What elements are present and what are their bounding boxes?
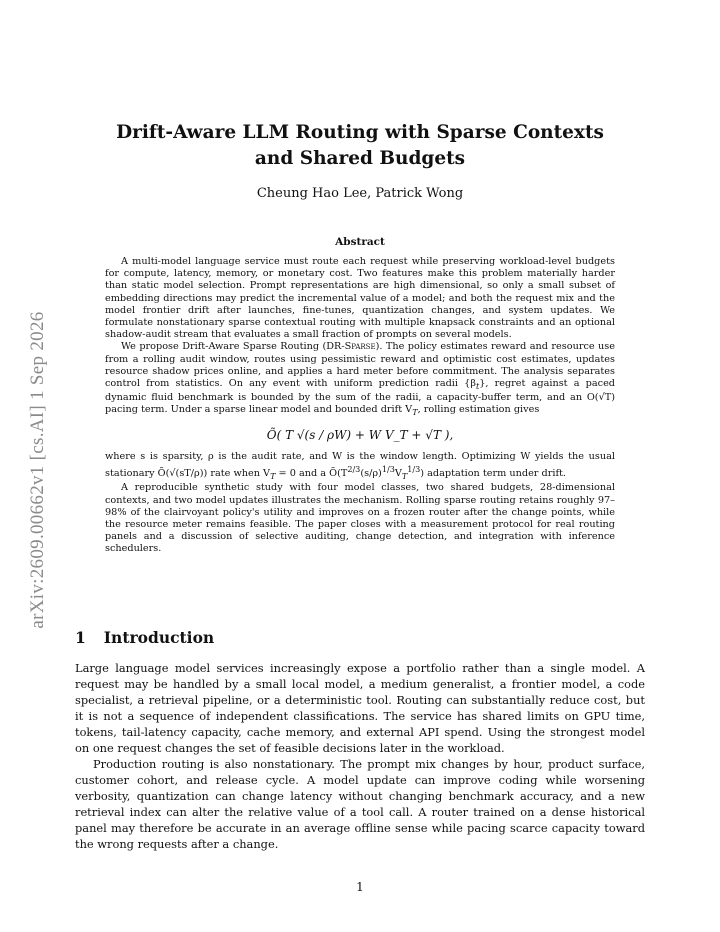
main-equation: Õ( T √(s / ρW) + W V_T + √T ), <box>266 427 454 442</box>
arxiv-sidebar <box>24 270 52 670</box>
paper-title <box>100 120 620 172</box>
introduction-paragraph-2: Production routing is also nonstationary. The prompt mix changes by hour, product surface, customer cohort, and release cycle. A model update can improve coding while worsening verbosity, quantization can change latency without changing benchmark accuracy, and a new retrieval index can alter the relative value of a tool call. A router trained on a dense historical panel may therefore be accurate in an average offline sense while pacing scarce capacity toward the wrong requests after a change. <box>75 757 645 851</box>
abstract-paragraph-1: A multi-model language service must route each request while preserving workload-level budgets for compute, latency, memory, or monetary cost. Two features make this problem materially harder than static model selection. Prompt representations are high dimensional, so only a small subset of embedding directions may predict the incremental value of a model; and both the request mix and the model frontier drift after launches, fine-tunes, quantization changes, and system updates. We formulate nonstationary sparse contextual routing with multiple knapsack constraints and an optional shadow-audit stream that evaluates a small fraction of prompts on several models. <box>105 256 615 341</box>
abstract-p3-part-e: ) adaptation term under drift. <box>420 468 567 480</box>
abstract-heading: Abstract <box>335 236 385 248</box>
page-number: 1 <box>356 880 364 894</box>
introduction-body <box>75 660 645 852</box>
abstract-p2-part-c: }, regret against a paced dynamic fluid benchmark is bounded by the sum of the radii, a capacity-buffer term, and an O(√T) pacing term. Under a sparse linear model and bounded drift V <box>105 378 616 416</box>
title-line-2: and Shared Budgets <box>254 148 466 169</box>
abstract-paragraph-3: where s is sparsity, ρ is the audit rate, and W is the window length. Optimizing W yields the usual stationary Õ(√(sT/ρ)) rate when $V_T = 0$ and a $Õ(T^{2/3}(s/\rho)^{1/3}V_T^{1/3})$ adaptation term under drift. <box>105 450 615 482</box>
section-number: 1 <box>75 628 86 647</box>
abstract-paragraph-2: We propose Drift-Aware Sparse Routing (DR-Sparse). The policy estimates reward and resource use from a rolling audit window, routes using pessimistic reward and optimistic cost estimates, updates resource shadow prices online, and applies a hard meter before commitment. The analysis separates control from statistics. On any event with uniform prediction radii $\{\beta_t\}$, regret against a paced dynamic fluid benchmark is bounded by the sum of the radii, a capacity-buffer term, and an O(√T) pacing term. Under a sparse linear model and bounded drift $V_T$, rolling estimation gives <box>105 341 616 418</box>
abstract-p3-part-d: V <box>394 468 402 480</box>
introduction-paragraph-1: Large language model services increasingly expose a portfolio rather than a single model. A request may be handled by a small local model, a medium generalist, a frontier model, a code specialist, a retrieval pipeline, or a deterministic tool. Routing can substantially reduce cost, but it is not a sequence of independent classifications. The service has shared limits on GPU time, tokens, tail-latency capacity, cache memory, and external API spend. Using the strongest model on one request changes the set of feasible decisions later in the workload. <box>75 661 645 755</box>
abstract-p3-part-b: = 0 and a Õ(T <box>275 468 348 480</box>
abstract-p2-part-a: We propose Drift-Aware Sparse Routing (DR- <box>121 341 345 353</box>
title-line-1: Drift-Aware LLM Routing with Sparse Contexts <box>116 122 604 143</box>
abstract-p3-part-a: where s is sparsity, ρ is the audit rate, and W is the window length. Optimizing W yields the usual stationary Õ(√(sT/ρ)) rate when V <box>105 450 615 480</box>
paper-authors: Cheung Hao Lee, Patrick Wong <box>256 186 464 201</box>
abstract-p2-smallcaps: Sparse <box>344 341 376 353</box>
abstract-p2-part-d: , rolling estimation gives <box>417 404 540 416</box>
abstract-p2-part-b: ). The policy estimates reward and resource use from a rolling audit window, routes using pessimistic reward and optimistic cost estimates, updates resource shadow prices online, and applies a hard meter before commitment. The analysis separates control from statistics. On any event with uniform prediction radii {β <box>105 341 615 390</box>
section-heading-introduction <box>75 628 214 647</box>
abstract-paragraph-4: A reproducible synthetic study with four model classes, two shared budgets, 28-dimensional contexts, and two model updates illustrates the mechanism. Rolling sparse routing retains roughly 97–98% of the clairvoyant policy's utility and improves on a frozen router after the change points, while the resource meter remains feasible. The paper closes with a measurement protocol for real routing panels and a discussion of selective auditing, change detection, and integration with inference schedulers. <box>105 482 615 555</box>
arxiv-identifier: arXiv:2609.00662v1 [cs.AI] 1 Sep 2026 <box>27 311 48 629</box>
abstract-p3-part-c: (s/ρ) <box>360 468 382 480</box>
section-title: Introduction <box>103 628 215 647</box>
abstract-body <box>105 256 615 556</box>
